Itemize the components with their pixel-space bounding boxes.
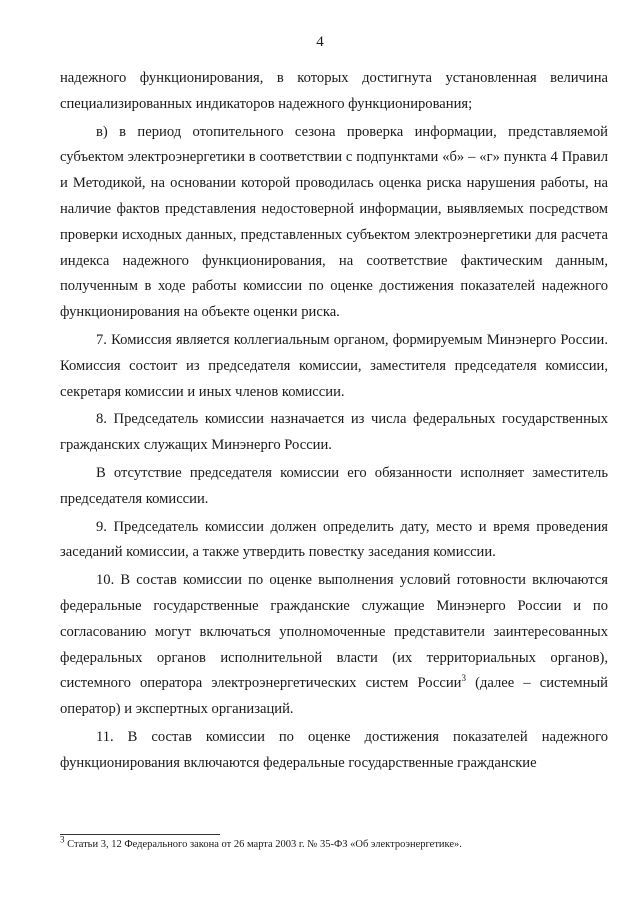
footnote: [60, 834, 608, 852]
footnote-text: Статьи 3, 12 Федерального закона от 26 марта 2003 г. № 35-ФЗ «Об электроэнергетике».: [64, 839, 462, 850]
paragraph-continuation: надежного функционирования, в которых достигнута установленная величина специализированных индикаторов надежного функционирования;: [60, 70, 608, 112]
paragraph-item-v: в) в период отопительного сезона проверка информации, представляемой субъектом электроэнергетики в соответствии с подпунктами «б» – «г» пункта 4 Правил и Методикой, на основании которой проводилась оценка риска нарушения работы, на наличие фактов представления недостоверной информации, выявляемых посредством проверки исходных данных, представленных субъектом электроэнергетики для расчета индекса надежного функционирования, на соответствие фактическим данным, полученным в ходе работы комиссии по оценке достижения показателей надежного функционирования на объекте оценки риска.: [60, 123, 608, 321]
footnote-divider: [60, 834, 220, 835]
paragraph-8-deputy: В отсутствие председателя комиссии его обязанности исполняет заместитель председателя комиссии.: [60, 464, 608, 507]
footnote-reference: 3: [461, 673, 466, 684]
paragraph-10: [60, 568, 608, 723]
paragraph-10-text-before: 10. В состав комиссии по оценке выполнения условий готовности включаются федеральные государственные гражданские служащие Минэнерго России и по согласованию могут включаться уполномоченные представители заинтересованных федеральных органов исполнительной власти (их территориальных органов), системного оператора электроэнергетических систем России: [60, 572, 608, 692]
document-body: [60, 66, 608, 779]
footnote-mark: 3: [60, 834, 65, 845]
paragraph-8: 8. Председатель комиссии назначается из числа федеральных государственных гражданских служащих Минэнерго России.: [60, 411, 608, 454]
paragraph-7: 7. Комиссия является коллегиальным органом, формируемым Минэнерго России. Комиссия состоит из председателя комиссии, заместителя председателя комиссии, секретаря комиссии и иных членов комиссии.: [60, 331, 608, 400]
paragraph-10-text-after: (далее – системный оператор) и экспертных организаций.: [60, 675, 608, 718]
paragraph-11: 11. В состав комиссии по оценке достижения показателей надежного функционирования включаются федеральные государственные гражданские: [60, 728, 608, 771]
paragraph-9: 9. Председатель комиссии должен определить дату, место и время проведения заседаний комиссии, а также утвердить повестку заседания комиссии.: [60, 518, 608, 561]
page-number: 4: [316, 34, 324, 50]
